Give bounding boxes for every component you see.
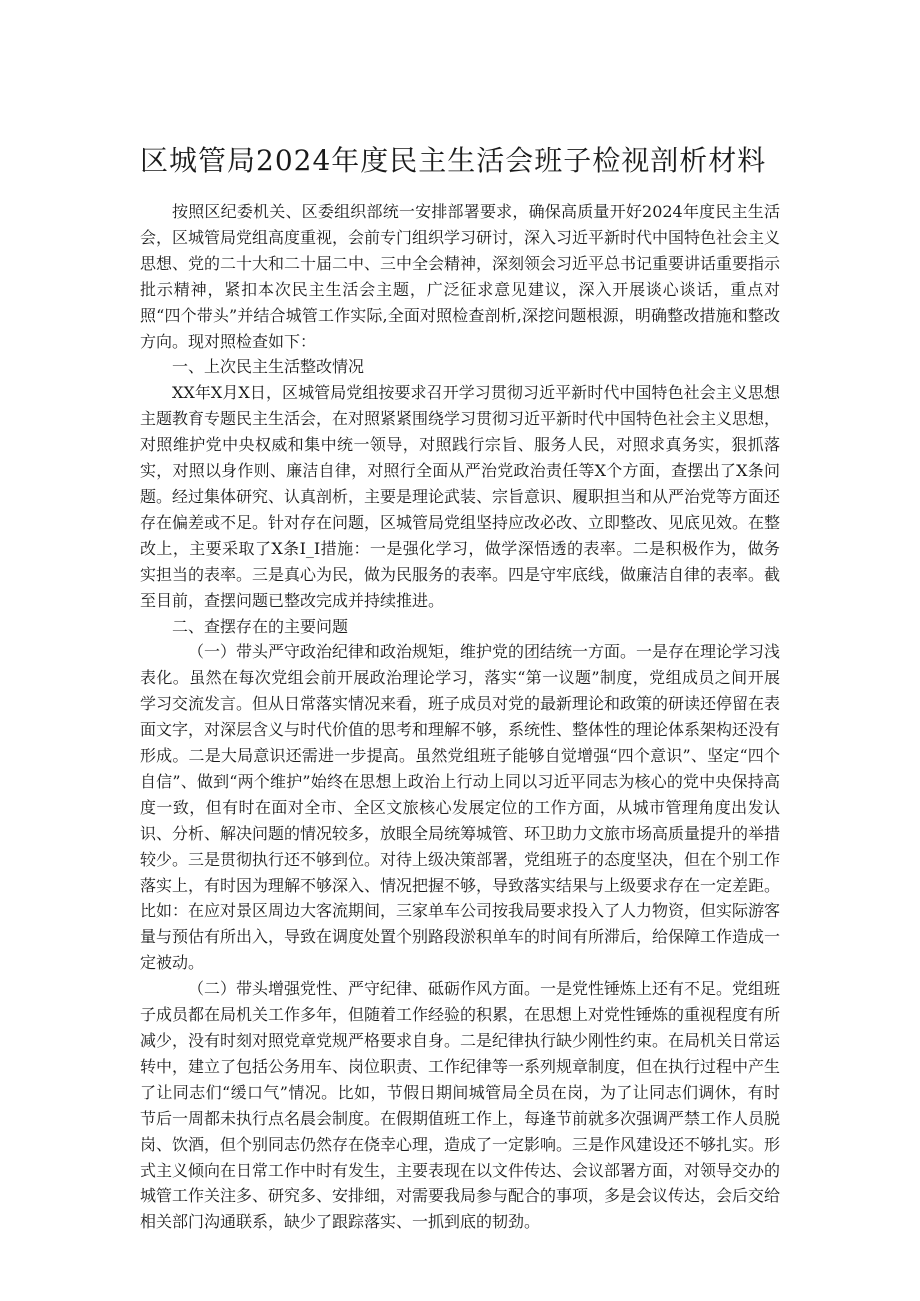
section-1-paragraph: XX年X月X日，区城管局党组按要求召开学习贯彻习近平新时代中国特色社会主义思想主题教育专题民主生活会，在对照紧紧围绕学习贯彻习近平新时代中国特色社会主义思想，对照维护党中央权威和集中统一领导，对照践行宗旨、服务人民，对照求真务实，狠抓落实，对照以身作则、廉洁自律，对照行全面从严治党政治责任等X个方面，查摆出了X条问题。经过集体研究、认真剖析，主要是理论武装、宗旨意识、履职担当和从严治党等方面还存在偏差或不足。针对存在问题，区城管局党组坚持应改必改、立即整改、见底见效。在整改上，主要采取了X条I_I措施：一是强化学习，做学深悟透的表率。二是积极作为，做务实担当的表率。三是真心为民，做为民服务的表率。四是守牢底线，做廉洁自律的表率。截至目前，查摆问题已整改完成并持续推进。 bbox=[140, 383, 781, 610]
subsection-1-paragraph: （一）带头严守政治纪律和政治规矩，维护党的团结统一方面。一是存在理论学习浅表化。虽然在每次党组会前开展政治理论学习，落实“第一议题”制度，党组成员之间开展学习交流发言。但从日常落实情况来看，班子成员对党的最新理论和政策的研读还停留在表面文字，对深层含义与时代价值的思考和理解不够，系统性、整体性的理论体系架构还没有形成。二是大局意识还需进一步提高。虽然党组班子能够自觉增强“四个意识”、坚定“四个自信”、做到“两个维护”始终在思想上政治上行动上同以习近平同志为核心的党中央保持高度一致，但有时在面对全市、全区文旅核心发展定位的工作方面，从城市管理角度出发认识、分析、解决问题的情况较多，放眼全局统筹城管、环卫助力文旅市场高质量提升的举措较少。三是贯彻执行还不够到位。对待上级决策部署，党组班子的态度坚决，但在个别工作落实上，有时因为理解不够深入、情况把握不够，导致落实结果与上级要求存在一定差距。比如：在应对景区周边大客流期间，三家单车公司按我局要求投入了人力物资，但实际游客量与预估有所出入，导致在调度处置个别路段淤积单车的时间有所滞后，给保障工作造成一定被动。 bbox=[140, 642, 781, 973]
document-body bbox=[140, 199, 780, 1235]
section-heading-1: 一、上次民主生活整改情况 bbox=[172, 357, 365, 377]
section-heading-2: 二、查摆存在的主要问题 bbox=[172, 616, 349, 636]
document-title: 区城管局2024年度民主生活会班子检视剖析材料 bbox=[140, 144, 767, 177]
intro-paragraph: 按照区纪委机关、区委组织部统一安排部署要求，确保高质量开好2024年度民主生活会，区城管局党组高度重视，会前专门组织学习研讨，深入习近平新时代中国特色社会主义思想、党的二十大和二十届二中、三中全会精神，深刻领会习近平总书记重要讲话重要指示批示精神，紧扣本次民主生活会主题，广泛征求意见建议，深入开展谈心谈话，重点对照“四个带头”并结合城管工作实际,全面对照检查剖析,深挖问题根源，明确整改措施和整改方向。现对照检查如下： bbox=[140, 202, 781, 351]
subsection-2-paragraph: （二）带头增强党性、严守纪律、砥砺作风方面。一是党性锤炼上还有不足。党组班子成员都在局机关工作多年，但随着工作经验的积累，在思想上对党性锤炼的重视程度有所减少，没有时刻对照党章党规严格要求自身。二是纪律执行缺少刚性约束。在局机关日常运转中，建立了包括公务用车、岗位职责、工作纪律等一系列规章制度，但在执行过程中产生了让同志们“缓口气”情况。比如，节假日期间城管局全员在岗，为了让同志们调休，有时节后一周都未执行点名晨会制度。在假期值班工作上，每逢节前就多次强调严禁工作人员脱岗、饮酒，但个别同志仍然存在侥幸心理，造成了一定影响。三是作风建设还不够扎实。形式主义倾向在日常工作中时有发生，主要表现在以文件传达、会议部署方面，对领导交办的城管工作关注多、研究多、安排细，对需要我局参与配合的事项，多是会议传达，会后交给相关部门沟通联系，缺少了跟踪落实、一抓到底的韧劲。 bbox=[140, 979, 781, 1232]
document-page bbox=[140, 0, 780, 1301]
